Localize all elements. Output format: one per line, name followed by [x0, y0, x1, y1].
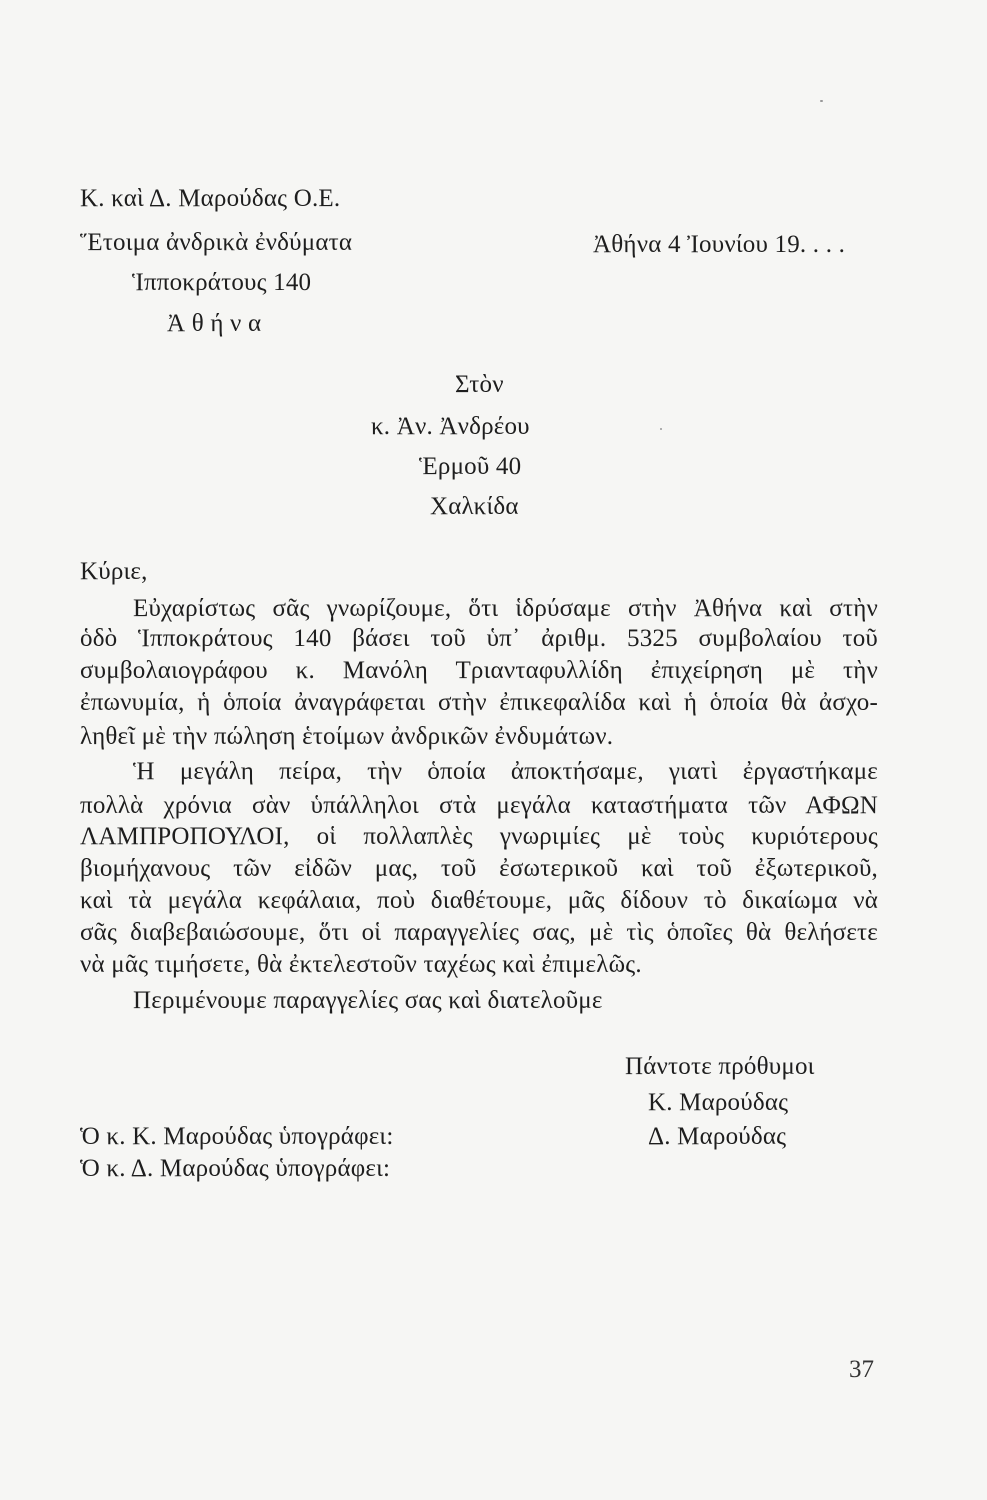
recipient-city: Χαλκίδα — [430, 493, 519, 520]
body-p1-line: συμβολαιογράφου κ. Μανόλη Τριανταφυλλίδη ἐπιχείρηση μὲ τὴν — [80, 657, 878, 684]
sender-street: Ἱπποκράτους 140 — [132, 269, 312, 296]
salutation: Κύριε, — [80, 558, 148, 585]
page-number: 37 — [849, 1356, 874, 1383]
sender-city: Ἀ θ ή ν α — [167, 310, 262, 337]
scan-speck — [660, 428, 662, 430]
body-p2-line: σᾶς διαβεβαιώσουμε, ὅτι οἱ παραγγελίες σας, μὲ τὶς ὁποῖες θὰ θελήσετε — [80, 919, 878, 946]
recipient-to: Στὸν — [455, 371, 504, 398]
sender-business: Ἕτοιμα ἀνδρικὰ ἐνδύματα — [80, 229, 353, 256]
body-p1-line: ληθεῖ μὲ τὴν πώληση ἑτοίμων ἀνδρικῶν ἐνδυμάτων. — [80, 723, 614, 750]
signature-line-k: Ὁ κ. Κ. Μαρούδας ὑπογράφει: — [80, 1123, 394, 1150]
body-p2-line: βιομήχανους τῶν εἰδῶν μας, τοῦ ἐσωτερικοῦ καὶ τοῦ ἐξωτερικοῦ, — [80, 855, 878, 882]
body-p3: Περιμένουμε παραγγελίες σας καὶ διατελοῦμε — [133, 987, 603, 1014]
body-p2-line: ΛΑΜΠΡΟΠΟΥΛΟΙ, οἱ πολλαπλὲς γνωριμίες μὲ τοὺς κυριότερους — [80, 823, 878, 850]
sender-company: Κ. καὶ Δ. Μαρούδας Ο.Ε. — [80, 185, 341, 212]
closing-signer-k: Κ. Μαρούδας — [648, 1089, 789, 1116]
closing-line: Πάντοτε πρόθυμοι — [625, 1053, 815, 1080]
recipient-street: Ἑρμοῦ 40 — [419, 453, 522, 480]
closing-signer-d: Δ. Μαρούδας — [648, 1123, 787, 1150]
scan-speck — [820, 100, 823, 102]
body-p1-line: Εὐχαρίστως σᾶς γνωρίζουμε, ὅτι ἱδρύσαμε στὴν Ἀθήνα καὶ στὴν — [133, 595, 878, 622]
body-p1-line: ὁδὸ Ἱπποκράτους 140 βάσει τοῦ ὑπ᾿ ἀριθμ. 5325 συμβολαίου τοῦ — [80, 625, 878, 652]
body-p2-line: Ἡ μεγάλη πείρα, τὴν ὁποία ἀποκτήσαμε, γιατὶ ἐργαστήκαμε — [133, 758, 878, 785]
body-p2-line: καὶ τὰ μεγάλα κεφάλαια, ποὺ διαθέτουμε, μᾶς δίδουν τὸ δικαίωμα νὰ — [80, 887, 878, 914]
body-p2-line: πολλὰ χρόνια σὰν ὑπάλληλοι στὰ μεγάλα καταστήματα τῶν ΑΦΩΝ — [80, 792, 878, 819]
body-p2-line: νὰ μᾶς τιμήσετε, θὰ ἐκτελεστοῦν ταχέως καὶ ἐπιμελῶς. — [80, 951, 642, 978]
recipient-name: κ. Ἀν. Ἀνδρέου — [371, 413, 530, 440]
signature-line-d: Ὁ κ. Δ. Μαρούδας ὑπογράφει: — [80, 1155, 391, 1182]
letter-date: Ἀθήνα 4 Ἰουνίου 19. . . . — [593, 231, 846, 258]
body-p1-line: ἐπωνυμία, ἡ ὁποία ἀναγράφεται στὴν ἐπικεφαλίδα καὶ ἡ ὁποία θὰ ἀσχο- — [80, 689, 878, 716]
